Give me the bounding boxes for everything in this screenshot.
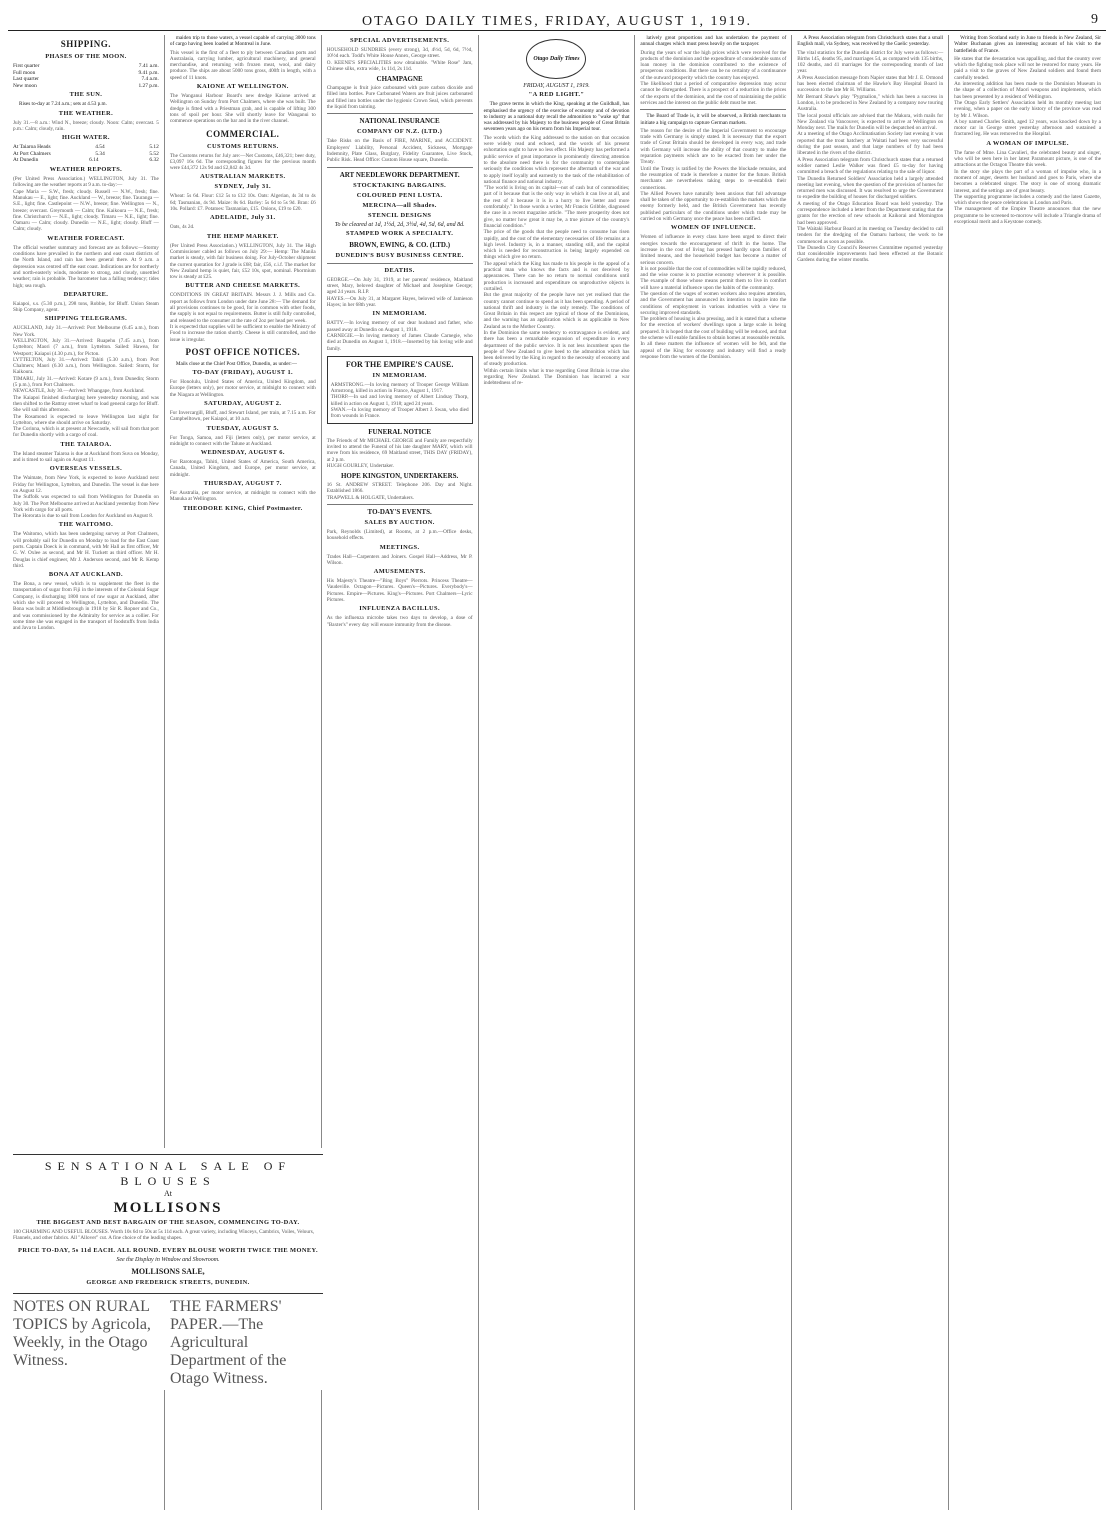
- moon-row: New moon 1.27 p.m.: [13, 82, 159, 89]
- overseas-heading: OVERSEAS VESSELS.: [49, 465, 123, 473]
- telegrams-heading: SHIPPING TELEGRAMS.: [44, 315, 128, 323]
- moon-table: [13, 63, 159, 89]
- column-4: Otago Daily Times FRIDAY, AUGUST 1, 1919. "A RED LIGHT." The grave terms in which the King, speaking at the Guildhall, has emphasised the urgency of the exercise of economy and of devotion to industry as a national duty recall the admonition to "wake up" that was addressed by his Majesty to the business people of Great Britain seventeen years ago on his return from his Imperial tour. The words which the King addressed to the nation on that occasion were widely read and echoed, and the words of his present exhortation ought to have no less effect. His Majesty has performed a public service of great importance in prominently directing attention to the absolute need there is for the community to contemplate seriously the conditions which represent the aftermath of the war and to apply itself loyally and earnestly to the task of the rehabilitation of national finance and national industry. "The world is living on its capital—not of cash but of commodities; part of it because that is the only way in which it can live at all, and the rest of it because it is in a hurry to live better and more comfortably." In those words a writer, Mr Francis Gribble, diagnosed the case in a recent magazine article. "The mere prosperity does not give, no matter how great it may be, a true picture of the country's financial condition." The price of the goods that the people need to consume has risen rapidly, and the cost of the elementary necessaries of life remains at a high level. Industry is, in a manner, standing still, and the capital which is needed for reconstruction is being largely expended on things which give no return. The appeal which the King has made to his people is the appeal of a practical man who knows the facts and is not deceived by appearances. There can be no return to normal conditions until production is increased and expenditure on unproductive objects is curtailed. But the great majority of the people have not yet realised that the country cannot continue to spend as it has been spending. A period of national thrift and industry is the only remedy. The conditions of Great Britain in this respect are typical of those of the Dominions, and the warning has an application which is as applicable to New Zealand as to the Mother Country. In the Dominion the same tendency to extravagance is evident, and there has been a remarkable expansion of expenditure in every department of the public service. It is not less incumbent upon the people of New Zealand to give heed to the admonition which has been delivered by the King in regard to the necessity of economy and of steady production. Within certain limits what is true regarding Great Britain is true also regarding New Zealand. The Dominion has incurred a war indebtedness of re-: [479, 35, 636, 1510]
- column-7: Writing from Scotland early in June to friends in New Zealand, Sir Walter Buchanan gives an interesting account of his visit to the battlefields of France. He states that the devastation was appalling, and that the country over which the fighting took place will not be restored for many years. He paid a visit to the graves of New Zealand soldiers and found them carefully tended. An interesting addition has been made to the Dominion Museum in the shape of a collection of Maori weapons and implements, which has been presented by a resident of Wellington. The Otago Early Settlers' Association held its monthly meeting last evening, when a paper on the early history of the province was read by Mr J. Wilson. A boy named Charles Smith, aged 12 years, was knocked down by a motor car in George street yesterday afternoon and sustained a fractured leg. He was removed to the Hospital. A WOMAN OF IMPULSE. The fame of Mme. Lina Cavalieri, the celebrated beauty and singer, who will be seen here in her latest Paramount picture, is one of the attractions at the Octagon Theatre this week. In the story she plays the part of a woman of impulse who, in a moment of anger, deserts her husband and goes to Paris, where she becomes a celebrated singer. The story is one of strong dramatic interest, and the settings are of great beauty. The supporting programme includes a comedy and the latest Gazette, which shows the peace celebrations in London and Paris. The management of the Empire Theatre announces that the new programme to be screened to-morrow will include a Triangle drama of exceptional merit and a Keystone comedy.: [954, 35, 1101, 226]
- insurance-subheading: COMPANY OF N.Z. (LTD.): [356, 128, 443, 136]
- mollisons-at: At: [164, 1189, 172, 1198]
- sun-text: Rises to-day at 7.24 a.m.; sets at 4.53 p.m.: [19, 101, 107, 108]
- post-heading: POST OFFICE NOTICES.: [185, 346, 301, 357]
- needlework-heading: ART NEEDLEWORK DEPARTMENT.: [339, 170, 460, 179]
- tuesday-mails-heading: TUESDAY, AUGUST 5.: [206, 424, 279, 432]
- mollisons-price: PRICE TO-DAY, 5s 11d EACH. ALL ROUND. EVERY BLOUSE WORTH TWICE THE MONEY.: [18, 1246, 318, 1254]
- meetings-heading: MEETINGS.: [379, 543, 420, 551]
- australian-heading: AUSTRALIAN MARKETS.: [200, 173, 286, 181]
- specials-heading: SPECIAL ADVERTISEMENTS.: [350, 37, 450, 44]
- mollisons-store: MOLLISONS: [113, 1200, 223, 1216]
- influenza-heading: INFLUENZA BACILLUS.: [359, 605, 441, 613]
- sales-heading: SALES BY AUCTION.: [364, 518, 435, 526]
- stamped-heading: STAMPED WORK A SPECIALTY.: [345, 229, 454, 237]
- moon-row: Full moon 9.41 p.m.: [13, 69, 159, 76]
- shipping-heading: SHIPPING.: [60, 39, 112, 49]
- editorial-dateline: FRIDAY, AUGUST 1, 1919.: [523, 83, 590, 89]
- moon-row: Last quarter 7.4 a.m.: [13, 76, 159, 83]
- weather-heading: THE WEATHER.: [58, 109, 114, 117]
- tide-heading: HIGH WATER.: [62, 134, 110, 142]
- brown-ewing-heading: BROWN, EWING, & CO. (LTD.): [349, 240, 451, 249]
- col7-lead: Writing from Scotland early in June to friends in New Zealand, Sir Walter Buchanan gives an interesting account of his visit to the battlefields of France.: [954, 35, 1101, 54]
- insurance-heading: NATIONAL INSURANCE: [359, 117, 440, 126]
- memoriam-heading: IN MEMORIAM.: [372, 310, 427, 318]
- pearl-label: COLOURED PENI LUSTA.: [356, 191, 443, 199]
- bona-heading: BONA AT AUCKLAND.: [48, 571, 124, 579]
- commercial-heading: COMMERCIAL.: [206, 128, 280, 139]
- wednesday-mails-heading: WEDNESDAY, AUGUST 6.: [200, 449, 285, 457]
- events-heading: TO-DAY'S EVENTS.: [367, 507, 432, 516]
- editorial-heading: "A RED LIGHT.": [528, 91, 585, 99]
- column-5: latively great proportions and has undertaken the payment of annual charges which must press heavily on the taxpayer. During the years of war the high prices which were received for the products of the dominion and the expenditure of considerable sums of loan money in the dominion contributed to the existence of prosperous conditions. But there can be no certainty of a continuance of the outward prosperity which the country has enjoyed. The likelihood that a period of comparative depression may occur cannot be disregarded. There is a prospect of a reduction in the prices of the exports of the dominion, and the cost of maintaining the public services and the interest on the public debt must be met. The Board of Trade is, it will be observed, a British merchants to initiate a big campaign to capture German markets. The reason for the desire of the Imperial Government to encourage trade with Germany is simply stated. It is necessary that the export trade of Great Britain should be developed in every way, and trade with Germany will increase the ability of that country to make the reparation payments which are to be exacted from her under the Treaty. Until the Treaty is ratified by the Powers the blockade remains, and the resumption of trade is therefore a matter for the future. British merchants are nevertheless taking steps to re-establish their connections. The Allied Powers have naturally been anxious that full advantage shall be taken of the opportunity to re-establish the markets which the enemy formerly held, and the British Government has recently published particulars of the conditions under which trade may be carried on with Germany once the peace has been ratified. WOMEN OF INFLUENCE. Women of influence in every class have been urged to direct their energies towards the encouragement of thrift in the home. The increase in the cost of living has pressed hardly upon families of limited means, and the household budget has become a matter of serious concern. It is not possible that the cost of commodities will be rapidly reduced, and the wise course is to practise economy wherever it is possible. The example of those whose means permit them to live in comfort will have a material influence upon the habits of the community. The question of the wages of women workers also requires attention, and the Government has announced its intention to inquire into the conditions of employment in various industries with a view to securing improved standards. The problem of housing is also pressing, and it is stated that a scheme for the erection of workers' dwellings upon a large scale is being prepared. It is hoped that the cost of building will be reduced, and that the scheme will enable families to obtain homes at reasonable rentals. In all these matters the influence of women will be felt, and the appeal of the King for economy and industry will find a ready response from the women of the Dominion.: [635, 35, 792, 1510]
- women-heading: WOMEN OF INFLUENCE.: [670, 224, 756, 232]
- waitomo-heading: THE WAITOMO.: [58, 521, 114, 529]
- forecast-text: The official weather summary and forecast are as follows:—Stormy conditions have prevailed in the northern and east coast districts of the North Island, and rain has been general there. At 9 a.m. a depression was centred off the east coast. Indications are for northerly and north-easterly winds, moderate to strong, and cloudy, unsettled weather; rain is probable. The barometer has a falling tendency; tides high; sea rough.: [13, 244, 159, 289]
- departures-heading: DEPARTURE.: [63, 290, 109, 298]
- empire-subheading: IN MEMORIAM.: [372, 371, 427, 379]
- tide-row: At Port Chalmers 5.34 5.52: [13, 150, 159, 157]
- mollisons-sensational: SENSATIONAL SALE OF BLOUSES: [44, 1159, 292, 1188]
- butter-heading: BUTTER AND CHEESE MARKETS.: [185, 282, 301, 290]
- empire-cause-box: FOR THE EMPIRE'S CAUSE. IN MEMORIAM. ARMSTRONG.—In loving memory of Trooper George William Armstrong, killed in action in France, August 1, 1917. THORP.—In sad and loving memory of Albert Lindsay Thorp, killed in action on August 1, 1918; aged 24 years. SWAN.—In loving memory of Trooper Albert J. Swan, who died from wounds in France.: [327, 356, 473, 424]
- undertakers-heading: HOPE KINGSTON, UNDERTAKERS.: [340, 472, 459, 481]
- brown-ewing-subheading: DUNEDIN'S BUSY BUSINESS CENTRE.: [335, 251, 464, 259]
- customs-heading: CUSTOMS RETURNS.: [206, 142, 279, 150]
- postmaster-signature: THEODORE KING, Chief Postmaster.: [182, 504, 303, 512]
- editorial-lead: The grave terms in which the King, speaking at the Guildhall, has emphasised the urgency of the exercise of economy and of devotion to industry as a national duty recall the admonition to "wake up" that was addressed by his Majesty to the business people of Great Britain seventeen years ago on his return from his Imperial tour.: [483, 101, 630, 133]
- today-mails-heading: TO-DAY (FRIDAY), AUGUST 1.: [192, 369, 294, 377]
- col6-lead: A Press Association telegram from Christchurch states that a small English mail, via Sydney, was received by the Gaelic yesterday.: [797, 35, 944, 48]
- masthead: [8, 0, 1106, 31]
- reports-heading: WEATHER REPORTS.: [49, 166, 123, 174]
- mercerised-label: MERCINA—all Shades.: [362, 201, 437, 209]
- stocktaking-label: STOCKTAKING BARGAINS.: [353, 181, 447, 189]
- moon-row: First quarter 7.41 a.m.: [13, 63, 159, 69]
- funeral-heading: FUNERAL NOTICE: [368, 427, 432, 436]
- masthead-title: OTAGO DAILY TIMES, FRIDAY, AUGUST 1, 1919.: [361, 14, 753, 29]
- thursday-mails-heading: THURSDAY, AUGUST 7.: [203, 480, 282, 488]
- newspaper-logo: Otago Daily Times: [526, 39, 586, 79]
- empire-heading: FOR THE EMPIRE'S CAUSE.: [345, 359, 454, 369]
- kaione-heading: KAIONE AT WELLINGTON.: [196, 83, 289, 91]
- rural-topics-ad: NOTES ON RURAL TOPICS by Agricola, Weekly, in the Otago Witness.: [13, 1297, 151, 1369]
- col2-lead: maiden trip to those waters, a vessel capable of carrying 3000 tons of cargo having been loaded at Montreal in June.: [169, 35, 316, 48]
- hemp-heading: THE HEMP MARKET.: [206, 232, 279, 240]
- amusements-heading: AMUSEMENTS.: [373, 568, 426, 576]
- forecast-heading: WEATHER FORECAST.: [47, 234, 125, 242]
- moon-heading: PHASES OF THE MOON.: [45, 53, 127, 60]
- board-of-trade-text: The Board of Trade is, it will be observed, a British merchants to initiate a big campaign to capture German markets.: [640, 113, 787, 126]
- taiaroa-heading: THE TAIAROA.: [60, 440, 112, 448]
- tide-row: At Taiaroa Heads 4.54 5.12: [13, 144, 159, 151]
- sydney-heading: SYDNEY, July 31.: [214, 183, 272, 191]
- farmers-paper-ad: THE FARMERS' PAPER.—The Agricultural Department of the Otago Witness.: [170, 1297, 287, 1387]
- column-2: maiden trip to those waters, a vessel capable of carrying 3000 tons of cargo having been loaded at Montreal in June. This vessel is the first of a fleet to ply between Canadian ports and Australasia, carrying lumber, agricultural machinery, and general merchandise, and returning with frozen meat, wool, and dairy produce. The ships are about 5000 tons gross, 400ft in length, with a speed of 11 knots. KAIONE AT WELLINGTON. The Wanganui Harbour Board's new dredge Kaione arrived at Wellington on Sunday from Port Chalmers, where she was built. The dredge is fitted with a Priestman grab, and is capable of lifting 300 tons of spoil per hour. She will shortly leave for Wanganui to commence operations on the bar and in the river channel. COMMERCIAL. CUSTOMS RETURNS. The Customs returns for July are:—Net Customs, £46,321; beer duty, £3,097 16s 6d. The corresponding figures for the previous month were £44,372 12s 9d and £2,842 4s 3d. AUSTRALIAN MARKETS. SYDNEY, July 31. Wheat: 5s 6d. Flour: £12 5s to £12 10s. Oats: Algerian, 4s 3d to 4s 6d; Tasmanian, 4s 9d. Maize: 8s 6d. Barley: 5s 6d to 5s 9d. Bran: £6 10s. Pollard: £7. Potatoes: Tasmanian, £15. Onions, £19 to £20. ADELAIDE, July 31. Oats, 4s 2d. THE HEMP MARKET. (Per United Press Association.) WELLINGTON, July 31. The High Commissioner cabled as follows on July 29:— Hemp: The Manila market is steady, with fair business doing. For July-October shipment the current quotation for J grade is £68; fair, £56, c.i.f. The market for New Zealand hemp is quiet, fair, £52 10s, spot, nominal. Phormium tow is steady at £25. BUTTER AND CHEESE MARKETS. CONDITIONS IN GREAT BRITAIN. Messrs J. J. Mills and Co. report as follows from London under date June 28:— The demand for all provisions continues to be good, for in common with other foods, the supply is not equal to requirements. Butter is still fully controlled, and released to the consumer at the rate of 2oz per head per week. It is expected that supplies will be sufficient to enable the Ministry of Food to increase the ration shortly. Cheese is still controlled, and the issue is irregular. POST OFFICE NOTICES. Mails close at the Chief Post Office, Dunedin, as under:— TO-DAY (FRIDAY), AUGUST 1. For Honolulu, United States of America, United Kingdom, and Europe (letters only), per motor service, at midnight to connect with the Niagara at Wellington. SATURDAY, AUGUST 2. For Invercargill, Bluff, and Stewart Island, per train, at 7.15 a.m. For Campbelltown, per Kaiapoi, at 10 a.m. TUESDAY, AUGUST 5. For Tonga, Samoa, and Fiji (letters only), per motor service, at midnight to connect with the Talune at Auckland. WEDNESDAY, AUGUST 6. For Rarotonga, Tahiti, United States of America, South America, Canada, United Kingdom, and Europe, per motor service, at midnight. THURSDAY, AUGUST 7. For Australia, per motor service, at midnight to connect with the Manuka at Wellington. THEODORE KING, Chief Postmaster.: [165, 35, 322, 1510]
- col5-lead: latively great proportions and has undertaken the payment of annual charges which must press heavily on the taxpayer.: [640, 35, 787, 48]
- mollisons-display: See the Display in Window and Showroom.: [116, 1256, 220, 1263]
- mollisons-tagline: THE BIGGEST AND BEST BARGAIN OF THE SEASON, COMMENCING TO-DAY.: [36, 1219, 300, 1226]
- champagne-heading: CHAMPAGNE: [376, 75, 423, 84]
- post-lead: Mails close at the Chief Post Office, Dunedin, as under:—: [175, 360, 297, 367]
- telegrams-text: AUCKLAND, July 31.—Arrived: Port Melbourne (6.45 a.m.), from New York. WELLINGTON, July 31.—Arrived: Ruapehu (7.45 a.m.), from Lyttelton; Maori (7 a.m.), from Lyttelton. Sailed: Hawea, for Westport; Kaiapoi (4.30 p.m.), for Picton. LYTTELTON, July 31.—Arrived: Tahiti (5.30 a.m.), from Port Chalmers; Maori (6.30 a.m.), from Wellington. Sailed: Storm, for Kaikoura. TIMARU, July 31.—Arrived: Kotare (9 a.m.), from Dunedin; Storm (5 p.m.), from Port Chalmers. NEWCASTLE, July 30.—Arrived: Whangape, from Auckland.: [13, 325, 159, 395]
- deaths-heading: DEATHS.: [384, 266, 415, 274]
- stencil-heading: STENCIL DESIGNS: [367, 211, 432, 219]
- impulse-heading: A WOMAN OF IMPULSE.: [986, 139, 1069, 147]
- sun-heading: THE SUN.: [69, 91, 103, 99]
- mollisons-advertisement: SENSATIONAL SALE OF BLOUSES At MOLLISONS THE BIGGEST AND BEST BARGAIN OF THE SEASON, COMMENCING TO-DAY. 100 CHARMING AND USEFUL BLOUSES. Worth 10s 6d to 50s at 5s 11d each. A great variety, including Winceys, Cambrics, Voiles, Velours, Flannels, and other fabrics. All "Allover" cut. A fine choice of the leading shapes. PRICE TO-DAY, 5s 11d EACH. ALL ROUND. EVERY BLOUSE WORTH TWICE THE MONEY. See the Display in Window and Showroom. MOLLISONS SALE, GEORGE AND FREDERICK STREETS, DUNEDIN. NOTES ON RURAL TOPICS by Agricola, Weekly, in the Otago Witness. THE FARMERS' PAPER.—The Agricultural Department of the Otago Witness.: [8, 1148, 328, 1390]
- mollisons-address: GEORGE AND FREDERICK STREETS, DUNEDIN.: [86, 1278, 250, 1286]
- mollisons-sale-title: MOLLISONS SALE,: [131, 1266, 205, 1276]
- tide-row: At Dunedin 6.14 6.32: [13, 157, 159, 164]
- adelaide-heading: ADELAIDE, July 31.: [210, 214, 276, 222]
- column-1: SHIPPING. PHASES OF THE MOON. First quarter 7.41 a.m. Full moon 9.41 p.m. Last quarter 7.4 a.m. New moon 1.27 p.m. THE SUN. Rises to-day at 7.24 a.m.; sets at 4.53 p.m. THE WEATHER. July 31.—8 a.m.: Wind N., breeze; cloudy. Noon: Calm; overcast. 5 p.m.: Calm; cloudy, rain. HIGH WATER. At Taiaroa Heads 4.54 5.12 At Port Chalmers 5.34 5.52 At Dunedin 6.14 6.32 WEATHER REPORTS. (Per United Press Association.) WELLINGTON, July 31. The following are the weather reports at 9 a.m. to-day:— Cape Maria — S.W., fresh; cloudy. Russell — N.W., fresh; fine. Manukau — E., light; fine. Auckland — W., breeze; fine. Tauranga — S.E., light; fine. Castlepoint — N.W., breeze; fine. Wellington — N., breeze; overcast. Greymouth — Calm; fine. Kaikoura — N.E., fresh; fine. Christchurch — N.E., light; cloudy. Timaru — N.E., light; fine. Oamaru — Calm; cloudy. Dunedin — N.E., light; cloudy. Bluff — Calm; cloudy. WEATHER FORECAST. The official weather summary and forecast are as follows:—Stormy conditions have prevailed in the northern and east coast districts of the North Island, and rain has been general there. At 9 a.m. a depression was centred off the east coast. Indications are for northerly and north-easterly winds, moderate to strong, and cloudy, unsettled weather; rain is probable. The barometer has a falling tendency; tides high; sea rough. DEPARTURE. Kaiapoi, s.s. (5.30 p.m.), 298 tons, Robbie, for Bluff. Union Steam Ship Company, agent. SHIPPING TELEGRAMS. AUCKLAND, July 31.—Arrived: Port Melbourne (6.45 a.m.), from New York. WELLINGTON, July 31.—Arrived: Ruapehu (7.45 a.m.), from Lyttelton; Maori (7 a.m.), from Lyttelton. Sailed: Hawea, for Westport; Kaiapoi (4.30 p.m.), for Picton. LYTTELTON, July 31.—Arrived: Tahiti (5.30 a.m.), from Port Chalmers; Maori (6.30 a.m.), from Wellington. Sailed: Storm, for Kaikoura. TIMARU, July 31.—Arrived: Kotare (9 a.m.), from Dunedin; Storm (5 p.m.), from Port Chalmers. NEWCASTLE, July 30.—Arrived: Whangape, from Auckland. The Kaiapoi finished discharging here yesterday morning, and was then shifted to the Rattray street wharf to load general cargo for Bluff. She will sail this afternoon. The Rosamond is expected to leave Wellington last night for Lyttelton, where she should arrive on Saturday. The Corinna, which is at present at Newcastle, will sail from that port for Dunedin shortly with a cargo of coal. THE TAIAROA. The Island steamer Taiaroa is due at Auckland from Suva on Monday, and is timed to sail again on August 11. OVERSEAS VESSELS. The Waimate, from New York, is expected to leave Auckland next Friday for Wellington, Lyttelton, and Dunedin. The vessel is due here on August 12. The Suffolk was expected to sail from Wellington for Dunedin on July 30. The Port Melbourne arrived at Auckland yesterday from New York with cargo for all ports. The Hororata is due to sail from London for Auckland on August 8. THE WAITOMO. The Waitomo, which has been undergoing survey at Port Chalmers, will probably sail for Dunedin on Monday to load for the East Coast ports. Captain Doeck is in command, with Mr Hall as first officer, Mr G. W. Oxlee as second, and Mr H. Tuckett as third officer. Mr H. Douglas is chief engineer, Mr J. Anderson second, and Mr R. Kemp third. BONA AT AUCKLAND. The Bona, a new vessel, which is to supplement the fleet in the transportation of sugar from Fiji in the interests of the Colonial Sugar Company, is discharging 1800 tons of raw sugar at Auckland, after which she will proceed to Wellington, Lyttelton, and Dunedin. The Bona was built at Middlesbrough in 1918 by Sir R. Ropner and Co., and was commissioned by the Admiralty for service as a collier. For some time she was engaged in the transport of foodstuffs from India and Java to London.: [8, 35, 165, 1510]
- weather-text: July 31.—8 a.m.: Wind N., breeze; cloudy. Noon: Calm; overcast. 5 p.m.: Calm; cloudy, rain.: [13, 119, 159, 132]
- column-3: SPECIAL ADVERTISEMENTS. HOUSEHOLD SUNDRIES (every strong), 3d, 4½d, 5d, 6d, 7½d, 10½d each. Todd's White House Annex, George street. O. KEENE'S SPECIALITIES now obtainable. "White Rose" Jam, Chinese silks, extra wide, 1s 11d, 2s 11d. CHAMPAGNE Champagne is fruit juice carbonated with pure carbon dioxide and filled into bottles. Pure Carbonated Waters are fruit juices carbonated and filled into bottles under the hygienic Crown Seal, which prevents the liquid from tainting. NATIONAL INSURANCE COMPANY OF N.Z. (LTD.) Take Risks on the Basis of FIRE, MARINE, and ACCIDENT. Employers' Liability, Personal Accident, Sickness, Mortgage Indemnity, Plate Glass, Burglary, Fidelity Guarantee, Live Stock, Public Risk. Head Office: Custom House square, Dunedin. ART NEEDLEWORK DEPARTMENT. STOCKTAKING BARGAINS. COLOURED PENI LUSTA. MERCINA—all Shades. STENCIL DESIGNS To be cleared at 1d, 1½d, 2d, 3½d, 4d, 5d, 6d, and 8d. STAMPED WORK A SPECIALTY. BROWN, EWING, & CO. (LTD.) DUNEDIN'S BUSY BUSINESS CENTRE. DEATHS. GEORGE.—On July 31, 1919, at her parents' residence, Maitland street, Mary, beloved daughter of Michael and Josephine George; aged 24 years. R.I.P. HAYES.—On July 31, at Margaret Hayes, beloved wife of Jamieson Hayes; in her 68th year. IN MEMORIAM. BATTY.—In loving memory of our dear husband and father, who passed away at Dunedin on August 1, 1918. CARNEGIE.—In loving memory of James Claude Carnegie, who died at Dunedin on August 1, 1918.—Inserted by his loving wife and family. FOR THE EMPIRE'S CAUSE. IN MEMORIAM. ARMSTRONG.—In loving memory of Trooper George William Armstrong, killed in action in France, August 1, 1917. THORP.—In sad and loving memory of Albert Lindsay Thorp, killed in action on August 1, 1918; aged 24 years. SWAN.—In loving memory of Trooper Albert J. Swan, who died from wounds in France. FUNERAL NOTICE The Friends of Mr MICHAEL GEORGE and Family are respectfully invited to attend the Funeral of his late daughter MARY, which will move from his residence, 69 Maitland street, THIS DAY (FRIDAY), at 2 p.m. HUGH GOURLEY, Undertaker. HOPE KINGSTON, UNDERTAKERS. 16 St. ANDREW STREET. Telephone 206. Day and Night. Established 1866. TRAPWELL & HOLGATE, Undertakers. TO-DAY'S EVENTS. SALES BY AUCTION. Park, Reynolds (Limited), at Rooms, at 2 p.m.—Office desks, household effects. MEETINGS. Trades Hall—Carpenters and Joiners. Gospel Hall—Address, Mr P. Wilson. AMUSEMENTS. His Majesty's Theatre—"Bing Boys" Pierrots. Princess Theatre—Vaudeville. Octagon—Pictures. Queen's—Pictures. Everybody's—Pictures. Empire—Pictures. King's—Pictures. Port Chalmers—Lyric Pictures. INFLUENZA BACILLUS. As the influenza microbe takes two days to develop, a dose of "Baxter's" every day will ensure immunity from the disease.: [322, 35, 479, 1510]
- reports-text: (Per United Press Association.) WELLINGTON, July 31. The following are the weather reports at 9 a.m. to-day:— Cape Maria — S.W., fresh; cloudy. Russell — N.W., fresh; fine. Manukau — E., light; fine. Auckland — W., breeze; fine. Tauranga — S.E., light; fine. Castlepoint — N.W., breeze; fine. Wellington — N., breeze; overcast. Greymouth — Calm; fine. Kaikoura — N.E., fresh; fine. Christchurch — N.E., light; cloudy. Timaru — N.E., light; fine. Oamaru — Calm; cloudy. Dunedin — N.E., light; cloudy. Bluff — Calm; cloudy.: [13, 176, 159, 233]
- saturday-mails-heading: SATURDAY, AUGUST 2.: [204, 399, 282, 407]
- column-6: A Press Association telegram from Christchurch states that a small English mail, via Sydney, was received by the Gaelic yesterday. The vital statistics for the Dunedin district for July were as follows:—Births 145, deaths 95, and marriages 54, as compared with 135 births, 102 deaths, and 41 marriages for the corresponding month of last year. A Press Association message from Napier states that Mr J. E. Ormond has been elected chairman of the Hawke's Bay Hospital Board in succession to the late Mr H. Williams. Mr Bernard Shaw's play "Pygmalion," which has been a success in London, is to be produced in New Zealand by a company now touring Australia. The local postal officials are advised that the Makura, with mails for New Zealand via Vancouver, is expected to arrive at Wellington on Monday next. The mails for Dunedin will be despatched on arrival. At a meeting of the Otago Acclimatisation Society last evening it was reported that the trout hatchery at Waitati had been very successful during the past season, and that large numbers of fry had been liberated in the rivers of the district. A Press Association telegram from Christchurch states that a returned soldier named Leslie Walker was fined £5 to-day for having committed a breach of the regulations relating to the sale of liquor. The Dunedin Returned Soldiers' Association held a largely attended meeting last evening, when the question of the provision of homes for returned men was discussed. It was resolved to urge the Government to expedite the building of houses for discharged soldiers. A meeting of the Otago Education Board was held yesterday. The correspondence included a letter from the Department stating that the grants for the erection of new schools at Kaikorai and Mornington had been approved. The Waitaki Harbour Board at its meeting on Tuesday decided to call tenders for the dredging of the Oamaru harbour, the work to be commenced as soon as possible. The Dunedin City Council's Reserves Committee reported yesterday that considerable improvements had been effected at the Botanic Gardens during the winter months.: [792, 35, 949, 1510]
- page-number: 9: [1091, 12, 1100, 27]
